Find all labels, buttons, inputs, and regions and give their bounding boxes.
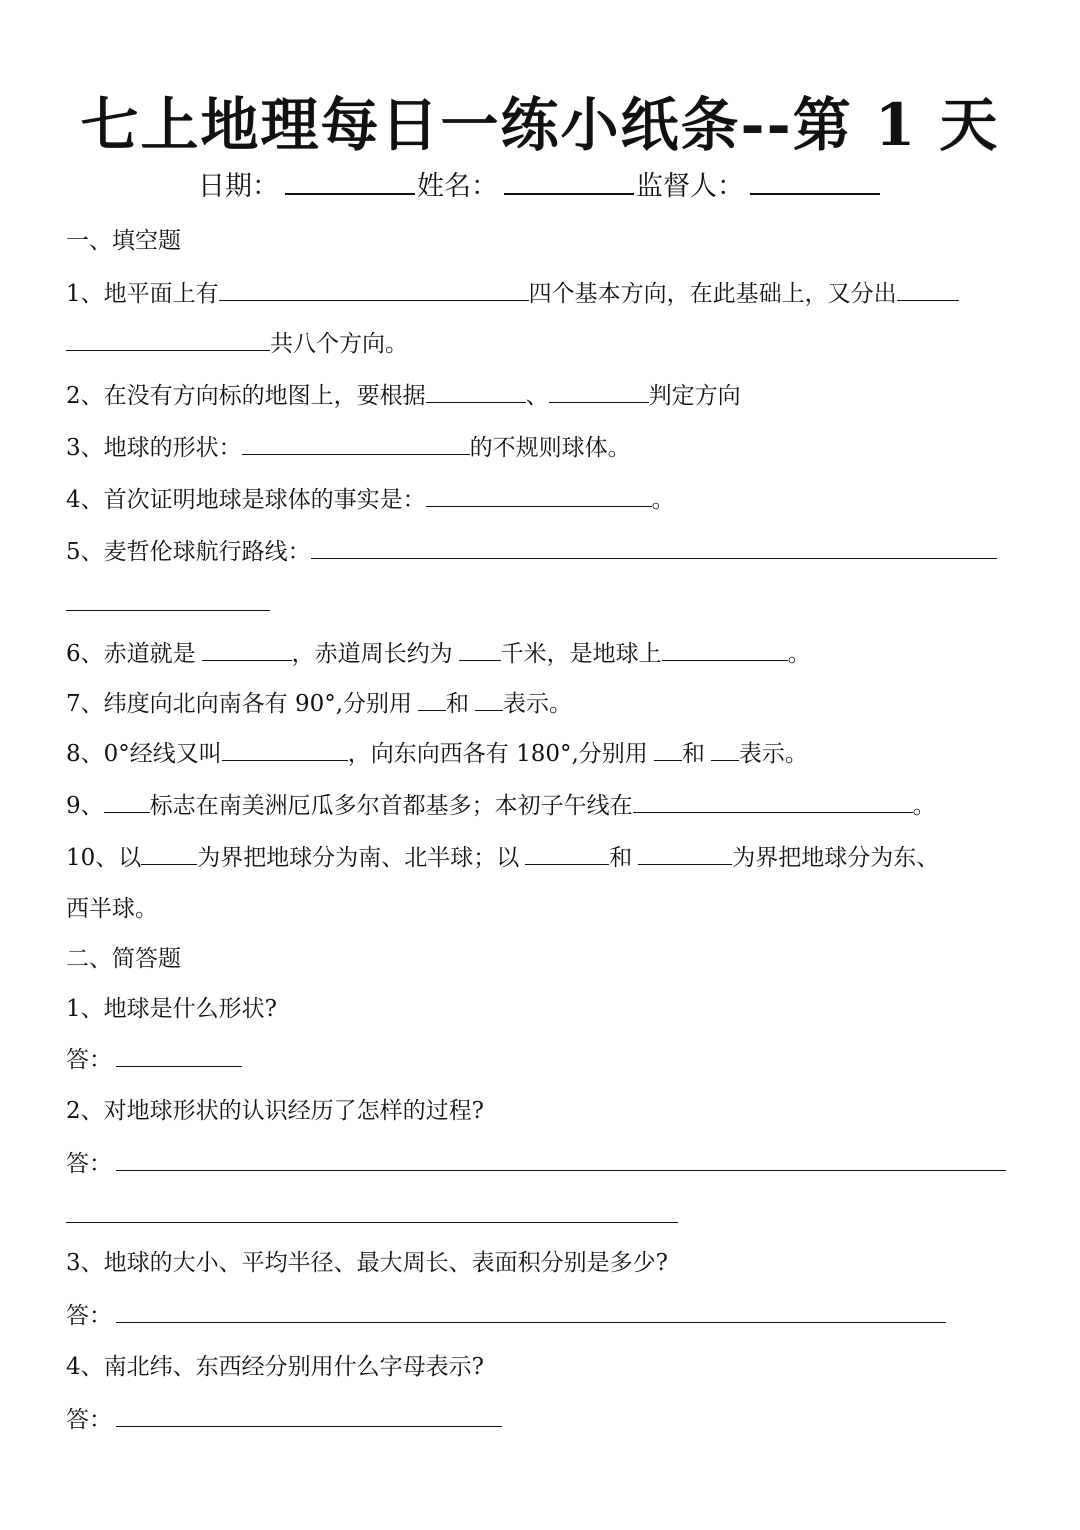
section2-heading: 二、简答题 xyxy=(66,946,181,972)
q6-blank-3[interactable] xyxy=(662,638,788,661)
date-label: 日期： xyxy=(198,171,279,202)
sa-q2: 2、对地球形状的认识经历了怎样的过程? xyxy=(66,1098,484,1124)
sa-a2-blank-2[interactable] xyxy=(66,1222,678,1223)
q10-blank-2[interactable] xyxy=(525,842,609,865)
q6-text-d: 。 xyxy=(787,641,811,667)
sa-a2-blank-1[interactable] xyxy=(116,1148,1006,1171)
q7-text-a: 7、纬度向北向南各有 90°,分别用 xyxy=(66,691,413,717)
q6-text-b: ，赤道周长约为 xyxy=(291,641,453,667)
sa-a3-line xyxy=(66,1300,946,1331)
q1-text-c: 共八个方向。 xyxy=(270,331,408,357)
q9-text-c: 。 xyxy=(912,793,936,819)
name-label: 姓名： xyxy=(417,171,498,202)
q8-text-d: 表示。 xyxy=(738,741,808,767)
sa-q1: 1、地球是什么形状? xyxy=(66,996,277,1022)
q6-line xyxy=(66,638,811,669)
q1-text-b: 四个基本方向，在此基础上，又分出 xyxy=(528,281,897,307)
q4-line xyxy=(66,484,675,515)
q2-line xyxy=(66,380,741,411)
q10-text-b: 为界把地球分为南、北半球；以 xyxy=(197,845,520,871)
q10-blank-3[interactable] xyxy=(638,842,732,865)
q7-text-c: 表示。 xyxy=(503,691,573,717)
q6-text-a: 6、赤道就是 xyxy=(66,641,196,667)
sa-a4-blank[interactable] xyxy=(116,1404,502,1427)
q7-blank-2[interactable] xyxy=(475,688,503,711)
sa-a1-blank[interactable] xyxy=(116,1044,242,1067)
q1-blank-2a[interactable] xyxy=(897,278,959,301)
answer-label: 答： xyxy=(66,1047,112,1073)
q7-line xyxy=(66,688,572,719)
q4-text-b: 。 xyxy=(651,487,675,513)
q2-blank-2[interactable] xyxy=(549,380,649,403)
q1-text-a: 1、地平面上有 xyxy=(66,281,219,307)
q3-text-a: 3、地球的形状： xyxy=(66,435,242,461)
q3-text-b: 的不规则球体。 xyxy=(469,435,631,461)
answer-label: 答： xyxy=(66,1407,112,1433)
q9-blank-2[interactable] xyxy=(633,790,913,813)
q6-text-c: 千米，是地球上 xyxy=(500,641,662,667)
name-blank[interactable] xyxy=(504,167,634,195)
supervisor-blank[interactable] xyxy=(750,167,880,195)
q8-text-c: 和 xyxy=(681,741,705,767)
q2-text-b: 、 xyxy=(525,383,549,409)
q8-blank-1[interactable] xyxy=(222,738,348,761)
q9-blank-1[interactable] xyxy=(104,790,150,813)
q1-blank-1[interactable] xyxy=(219,278,529,301)
q1-blank-2b[interactable] xyxy=(66,328,270,351)
q8-text-a: 8、0°经线又叫 xyxy=(66,741,222,767)
sa-a3-blank[interactable] xyxy=(116,1300,946,1323)
q6-blank-2[interactable] xyxy=(459,638,501,661)
q7-text-b: 和 xyxy=(446,691,470,717)
sa-q3: 3、地球的大小、平均半径、最大周长、表面积分别是多少? xyxy=(66,1250,668,1276)
q8-blank-3[interactable] xyxy=(711,738,739,761)
info-row xyxy=(0,164,1080,203)
q10-text-a: 10、以 xyxy=(66,845,142,871)
q9-text-b: 标志在南美洲厄瓜多尔首都基多；本初子午线在 xyxy=(149,793,633,819)
q10-text-d: 为界把地球分为东、 xyxy=(732,845,940,871)
q8-blank-2[interactable] xyxy=(654,738,682,761)
q10-line-2: 西半球。 xyxy=(66,896,158,922)
q9-text-a: 9、 xyxy=(66,793,104,819)
q10-blank-1[interactable] xyxy=(141,842,197,865)
q4-blank[interactable] xyxy=(426,484,652,507)
q1-line-2 xyxy=(66,328,408,359)
sa-q4: 4、南北纬、东西经分别用什么字母表示? xyxy=(66,1354,484,1380)
q4-text-a: 4、首次证明地球是球体的事实是： xyxy=(66,487,426,513)
q9-line xyxy=(66,790,936,821)
q2-text-a: 2、在没有方向标的地图上，要根据 xyxy=(66,383,426,409)
q6-blank-1[interactable] xyxy=(202,638,292,661)
q8-text-b: ，向东向西各有 180°,分别用 xyxy=(347,741,648,767)
q10-line xyxy=(66,842,939,873)
q5-blank-2[interactable] xyxy=(66,610,270,611)
q8-line xyxy=(66,738,808,769)
sa-a1-line xyxy=(66,1044,242,1075)
q5-text-a: 5、麦哲伦球航行路线： xyxy=(66,539,311,565)
page-title: 七上地理每日一练小纸条--第 1 天 xyxy=(80,91,1000,159)
q2-blank-1[interactable] xyxy=(426,380,526,403)
answer-label: 答： xyxy=(66,1151,112,1177)
q2-text-c: 判定方向 xyxy=(648,383,741,409)
q3-line xyxy=(66,432,631,463)
sa-a4-line xyxy=(66,1404,502,1435)
q5-blank-1[interactable] xyxy=(311,536,997,559)
q1-line xyxy=(66,278,959,309)
q3-blank[interactable] xyxy=(242,432,470,455)
q10-text-c: 和 xyxy=(609,845,633,871)
date-blank[interactable] xyxy=(285,167,415,195)
answer-label: 答： xyxy=(66,1303,112,1329)
q7-blank-1[interactable] xyxy=(418,688,446,711)
sa-a2-line xyxy=(66,1148,1006,1179)
section1-heading: 一、填空题 xyxy=(66,228,181,254)
supervisor-label: 监督人： xyxy=(636,171,744,202)
q5-line xyxy=(66,536,997,567)
